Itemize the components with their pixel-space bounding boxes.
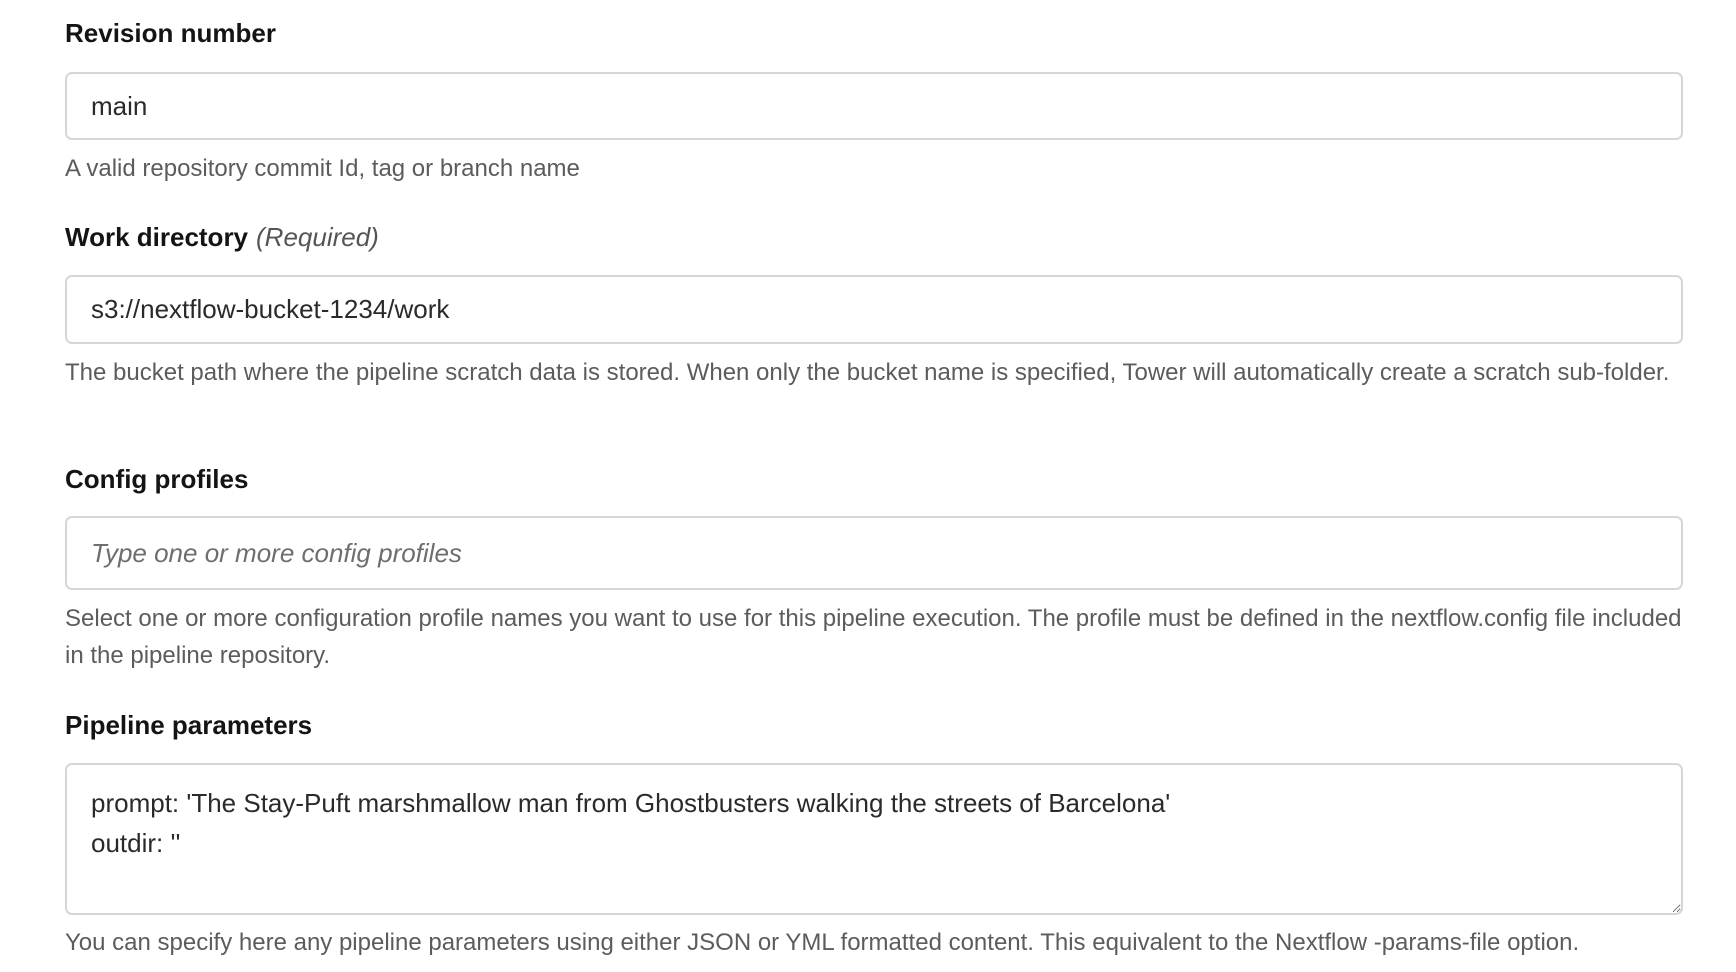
pipeline-parameters-help: You can specify here any pipeline parameters using either JSON or YML formatted content. This equivalent to the Nextflow -params-file option. — [65, 929, 1580, 956]
revision-number-input[interactable] — [65, 72, 1683, 140]
work-directory-help: The bucket path where the pipeline scratch data is stored. When only the bucket name is specified, Tower will automatically create a scratch sub-folder. — [65, 359, 1670, 386]
revision-number-label — [65, 18, 276, 49]
config-profiles-label — [65, 464, 248, 495]
revision-number-help: A valid repository commit Id, tag or branch name — [65, 155, 580, 182]
revision-number-label-text: Revision number — [65, 18, 276, 48]
work-directory-label-text: Work directory — [65, 222, 249, 252]
pipeline-parameters-textarea[interactable] — [65, 763, 1683, 915]
required-tag: (Required) — [256, 222, 379, 252]
work-directory-input[interactable] — [65, 275, 1683, 344]
pipeline-parameters-label-text: Pipeline parameters — [65, 710, 313, 740]
config-profiles-help: Select one or more configuration profile names you want to use for this pipeline execution. The profile must be defined in the nextflow.config file included in the pipeline repository. — [65, 605, 1682, 669]
config-profiles-label-text: Config profiles — [65, 464, 249, 494]
config-profiles-input[interactable] — [65, 516, 1683, 590]
pipeline-parameters-label — [65, 710, 312, 741]
work-directory-label — [65, 222, 379, 253]
